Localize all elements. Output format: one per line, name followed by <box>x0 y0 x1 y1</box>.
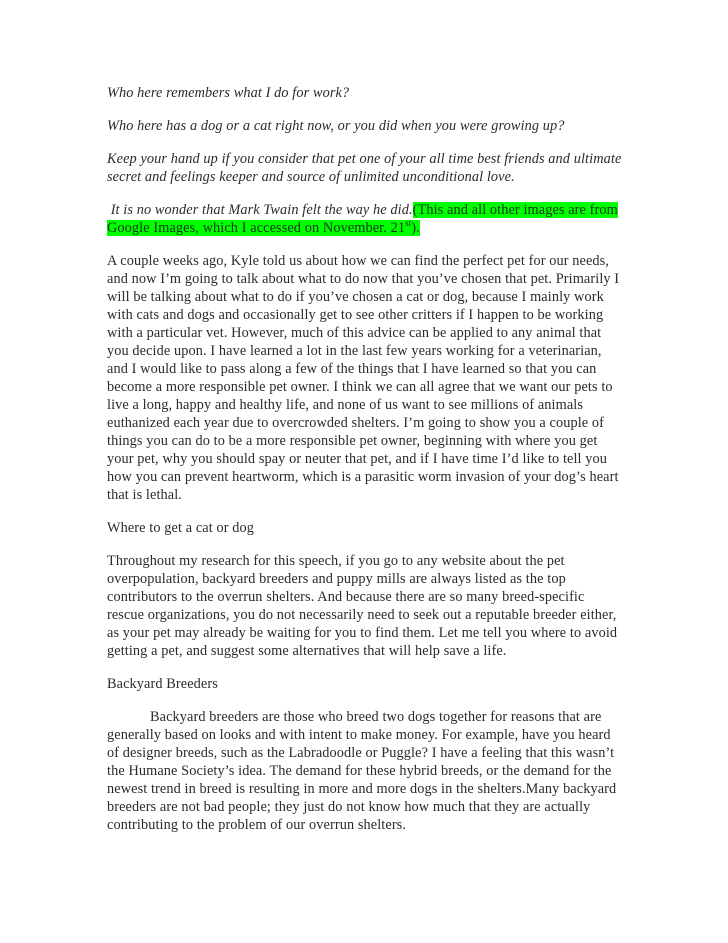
intro-question-3: Keep your hand up if you consider that pet one of your all time best friends and ultimate secret and feelings keeper and source of unlimited unconditional love. <box>107 151 622 185</box>
section-paragraph-backyard-breeders: Backyard breeders are those who breed two dogs together for reasons that are generally based on looks and with intent to make money. For example, have you heard of designer breeds, such as the Labradoodle or Puggle? I have a feeling that this wasn’t the Humane Society’s idea. The demand for these hybrid breeds, or the demand for the newest trend in breed is resulting in more and more dogs in the shelters.Many backyard breeders are not bad people; they just do not know how much that they are actually contributing to the problem of our overrun shelters. <box>107 709 617 833</box>
section-heading-where-to-get: Where to get a cat or dog <box>107 520 254 536</box>
citation-closing: ). <box>411 220 420 236</box>
citation-text: (This and all other images are from Google Images, which I accessed on November. 21 <box>107 202 618 236</box>
intro-question-1: Who here remembers what I do for work? <box>107 85 350 101</box>
citation-ordinal-superscript: st <box>405 218 412 229</box>
intro-paragraph: A couple weeks ago, Kyle told us about how we can find the perfect pet for our needs, and now I’m going to talk about what to do now that you’ve chosen that pet. Primarily I will be talking about what to do if you’ve chosen a cat or dog, because I mainly work with cats and dogs and occasionally get to see other critters if I happen to be working with a particular vet. However, much of this advice can be applied to any animal that you decide upon. I have learned a lot in the last few years working for a veterinarian, and I would like to pass along a few of the things that I have learned so that you can become a more responsible pet owner. I think we can all agree that we want our pets to live a long, happy and healthy life, and none of us want to see millions of animals euthanized each year due to overcrowded shelters. I’m going to show you a couple of things you can do to be a more responsible pet owner, beginning with where you get your pet, why you should spay or neuter that pet, and if I have time I’d like to tell you how you can prevent heartworm, which is a parasitic worm invasion of your dog’s heart that is lethal. <box>107 253 620 503</box>
twain-italic-lead: It is no wonder that Mark Twain felt the way he did. <box>107 202 413 218</box>
intro-question-2: Who here has a dog or a cat right now, or you did when you were growing up? <box>107 118 565 134</box>
twain-citation-line <box>107 201 622 237</box>
section-heading-backyard-breeders: Backyard Breeders <box>107 676 218 692</box>
section-paragraph-where-to-get: Throughout my research for this speech, if you go to any website about the pet overpopulation, backyard breeders and puppy mills are always listed as the top contributors to the overrun shelters. And because there are so many breed-specific rescue organizations, you do not necessarily need to seek out a reputable breeder either, as your pet may already be waiting for you to find them. Let me tell you where to avoid getting a pet, and suggest some alternatives that will help save a life. <box>107 553 618 659</box>
